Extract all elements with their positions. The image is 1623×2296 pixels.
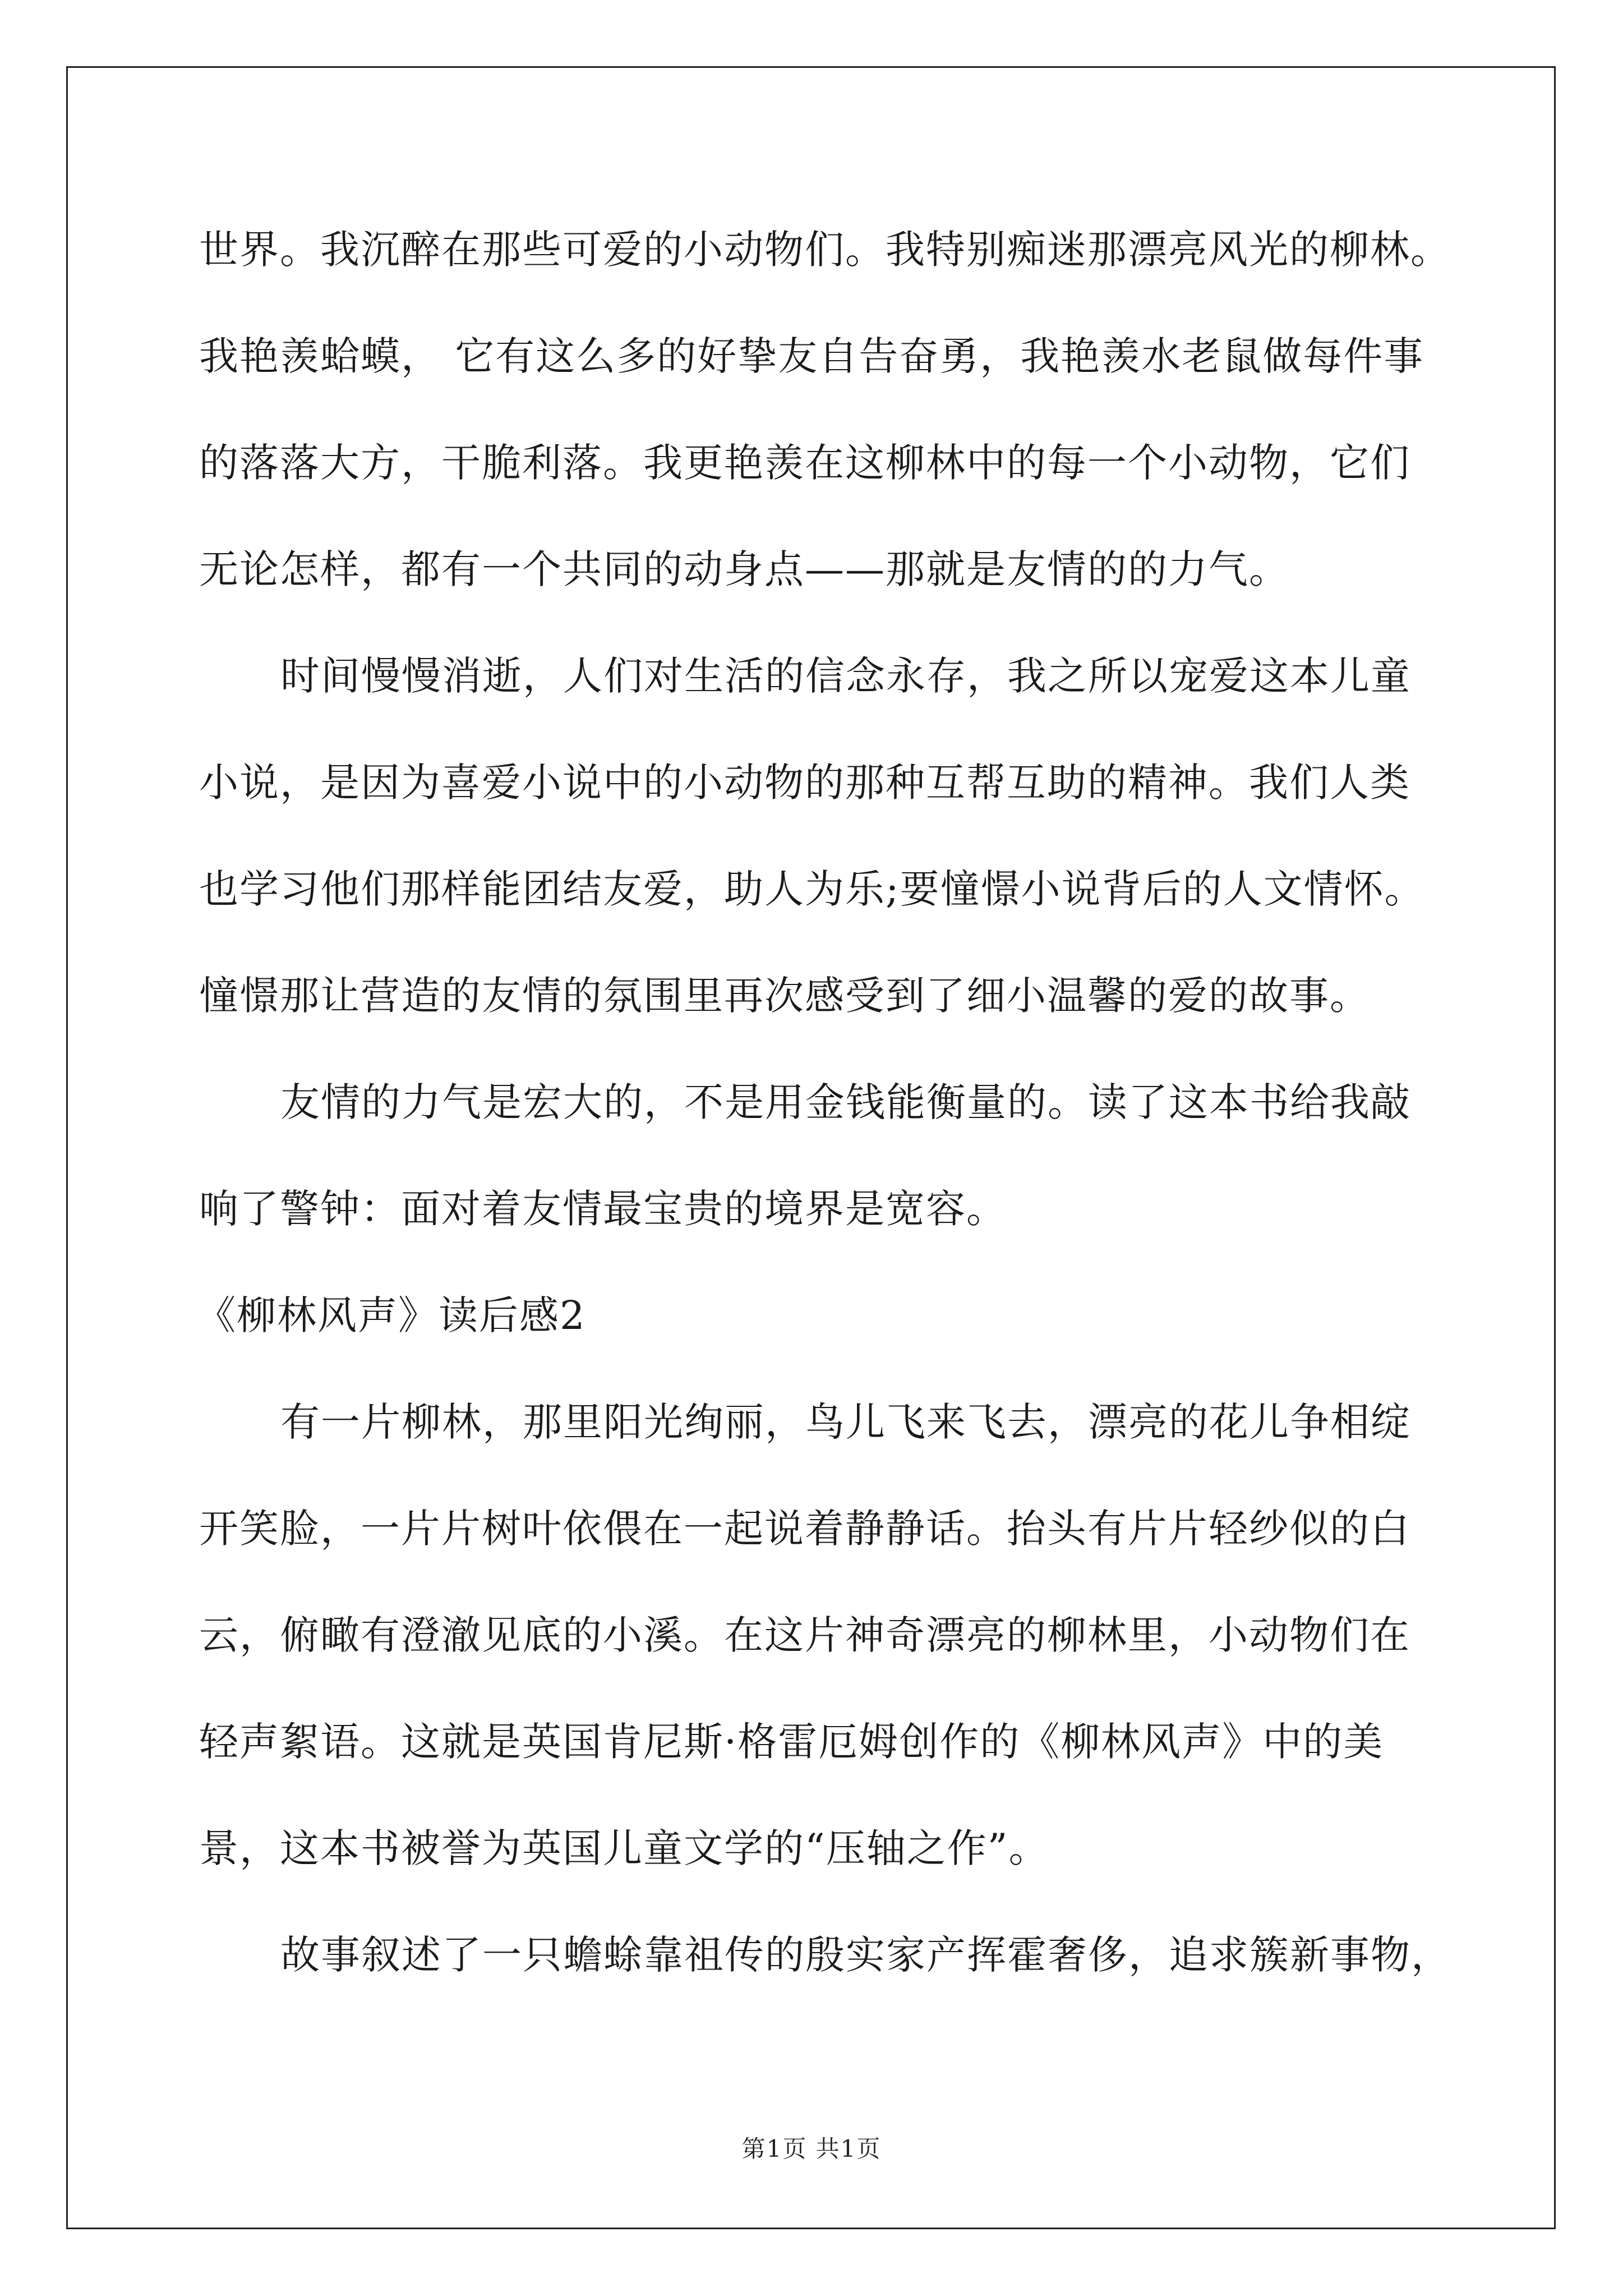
paragraph-start-line: 有一片柳林，那里阳光绚丽，鸟儿飞来飞去，漂亮的花儿争相绽 bbox=[280, 1399, 1411, 1445]
page-footer: 第1页 共1页 bbox=[741, 2135, 882, 2162]
text-line: 云，俯瞰有澄澈见底的小溪。在这片神奇漂亮的柳林里，小动物们在 bbox=[199, 1612, 1410, 1658]
text-line: 开笑脸，一片片树叶依偎在一起说着静静话。抬头有片片轻纱似的白 bbox=[199, 1506, 1410, 1552]
paragraph-start-line: 时间慢慢消逝，人们对生活的信念永存，我之所以宠爱这本儿童 bbox=[280, 653, 1411, 699]
text-line: 世界。我沉醉在那些可爱的小动物们。我特别痴迷那漂亮风光的柳林。 bbox=[199, 227, 1451, 273]
text-line: 憧憬那让营造的友情的氛围里再次感受到了细小温馨的爱的故事。 bbox=[199, 973, 1370, 1019]
text-line: 的落落大方，干脆利落。我更艳羡在这柳林中的每一个小动物，它们 bbox=[199, 440, 1410, 486]
text-line: 轻声絮语。这就是英国肯尼斯·格雷厄姆创作的《柳林风声》中的美 bbox=[199, 1719, 1384, 1765]
paragraph-start-line: 友情的力气是宏大的，不是用金钱能衡量的。读了这本书给我敲 bbox=[280, 1079, 1411, 1125]
text-line: 无论怎样，都有一个共同的动身点——那就是友情的的力气。 bbox=[199, 546, 1289, 592]
text-line: 响了警钟：面对着友情最宝贵的境界是宽容。 bbox=[199, 1186, 1007, 1232]
text-line: 也学习他们那样能团结友爱，助人为乐;要憧憬小说背后的人文情怀。 bbox=[199, 866, 1425, 912]
document-body bbox=[196, 216, 1451, 2028]
paragraph-start-line: 故事叙述了一只蟾蜍靠祖传的殷实家产挥霍奢侈，追求簇新事物， bbox=[280, 1932, 1451, 1978]
text-line: 景，这本书被誉为英国儿童文学的“压轴之作”。 bbox=[199, 1825, 1049, 1871]
text-line: 我艳羡蛤蟆， 它有这么多的好挚友自告奋勇，我艳羡水老鼠做每件事 bbox=[199, 333, 1424, 379]
section-heading: 《柳林风声》读后感2 bbox=[196, 1292, 586, 1338]
text-line: 小说，是因为喜爱小说中的小动物的那种互帮互助的精神。我们人类 bbox=[199, 760, 1410, 806]
